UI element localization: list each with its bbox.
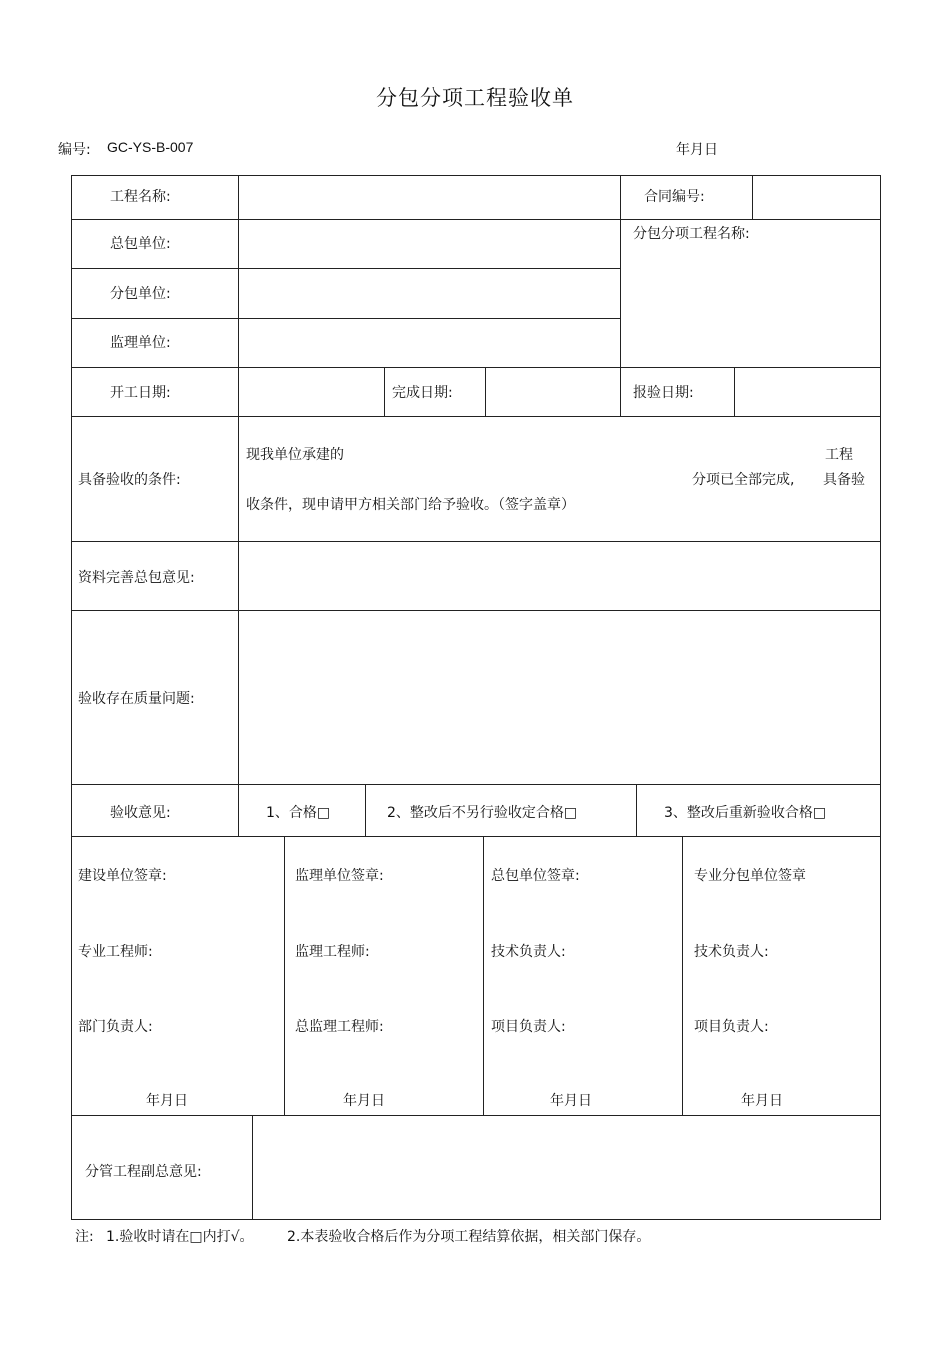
contract-no-label: 合同编号: xyxy=(644,189,705,205)
supervisor-label: 监理单位: xyxy=(110,335,171,351)
acceptance-option-3[interactable]: 3、整改后重新验收合格□ xyxy=(664,805,827,821)
sig-date-supervisor: 年月日 xyxy=(343,1093,385,1109)
acceptance-option-1[interactable]: 1、合格□ xyxy=(266,805,331,821)
project-name-label: 工程名称: xyxy=(110,189,171,205)
form-date: 年月日 xyxy=(676,142,718,158)
general-contractor-label: 总包单位: xyxy=(110,236,171,252)
sig-date-owner: 年月日 xyxy=(146,1093,188,1109)
conditions-line2-end: 具备验 xyxy=(823,472,865,488)
form-number-label: 编号: xyxy=(58,142,91,158)
conditions-line1-end: 工程 xyxy=(825,447,853,463)
sig-unit-supervisor: 监理单位签章: xyxy=(295,868,384,884)
conditions-line1-start: 现我单位承建的 xyxy=(246,447,344,463)
quality-issues-label: 验收存在质量问题: xyxy=(78,691,195,707)
acceptance-label: 验收意见: xyxy=(110,805,171,821)
acceptance-option-2[interactable]: 2、整改后不另行验收定合格□ xyxy=(387,805,578,821)
sig-date-general: 年月日 xyxy=(550,1093,592,1109)
note-item-1: 1.验收时请在□内打√。 xyxy=(106,1229,254,1245)
vp-opinion-label: 分管工程副总意见: xyxy=(85,1164,202,1180)
sig-role2-supervisor: 总监理工程师: xyxy=(295,1019,384,1035)
page-title: 分包分项工程验收单 xyxy=(376,86,574,110)
conditions-line3: 收条件，现申请甲方相关部门给予验收。（签字盖章） xyxy=(246,497,575,513)
sig-role1-general: 技术负责人: xyxy=(491,944,566,960)
form-number-value: GC-YS-B-007 xyxy=(107,139,194,155)
sig-unit-subcontractor: 专业分包单位签章 xyxy=(694,868,806,884)
conditions-line2-mid: 分项已全部完成, xyxy=(692,472,795,488)
sig-unit-general: 总包单位签章: xyxy=(491,868,580,884)
sig-role1-subcontractor: 技术负责人: xyxy=(694,944,769,960)
sig-role1-owner: 专业工程师: xyxy=(78,944,153,960)
report-date-label: 报验日期: xyxy=(633,385,694,401)
sig-date-subcontractor: 年月日 xyxy=(741,1093,783,1109)
sig-role2-general: 项目负责人: xyxy=(491,1019,566,1035)
sig-unit-owner: 建设单位签章: xyxy=(78,868,167,884)
conditions-label: 具备验收的条件: xyxy=(78,472,181,488)
docs-opinion-label: 资料完善总包意见: xyxy=(78,570,195,586)
note-item-2: 2.本表验收合格后作为分项工程结算依据，相关部门保存。 xyxy=(287,1229,651,1245)
sub-project-name-label: 分包分项工程名称: xyxy=(633,226,750,242)
subcontractor-label: 分包单位: xyxy=(110,286,171,302)
note-label: 注: xyxy=(75,1229,94,1245)
finish-date-label: 完成日期: xyxy=(392,385,453,401)
sig-role2-subcontractor: 项目负责人: xyxy=(694,1019,769,1035)
start-date-label: 开工日期: xyxy=(110,385,171,401)
sig-role2-owner: 部门负责人: xyxy=(78,1019,153,1035)
sig-role1-supervisor: 监理工程师: xyxy=(295,944,370,960)
